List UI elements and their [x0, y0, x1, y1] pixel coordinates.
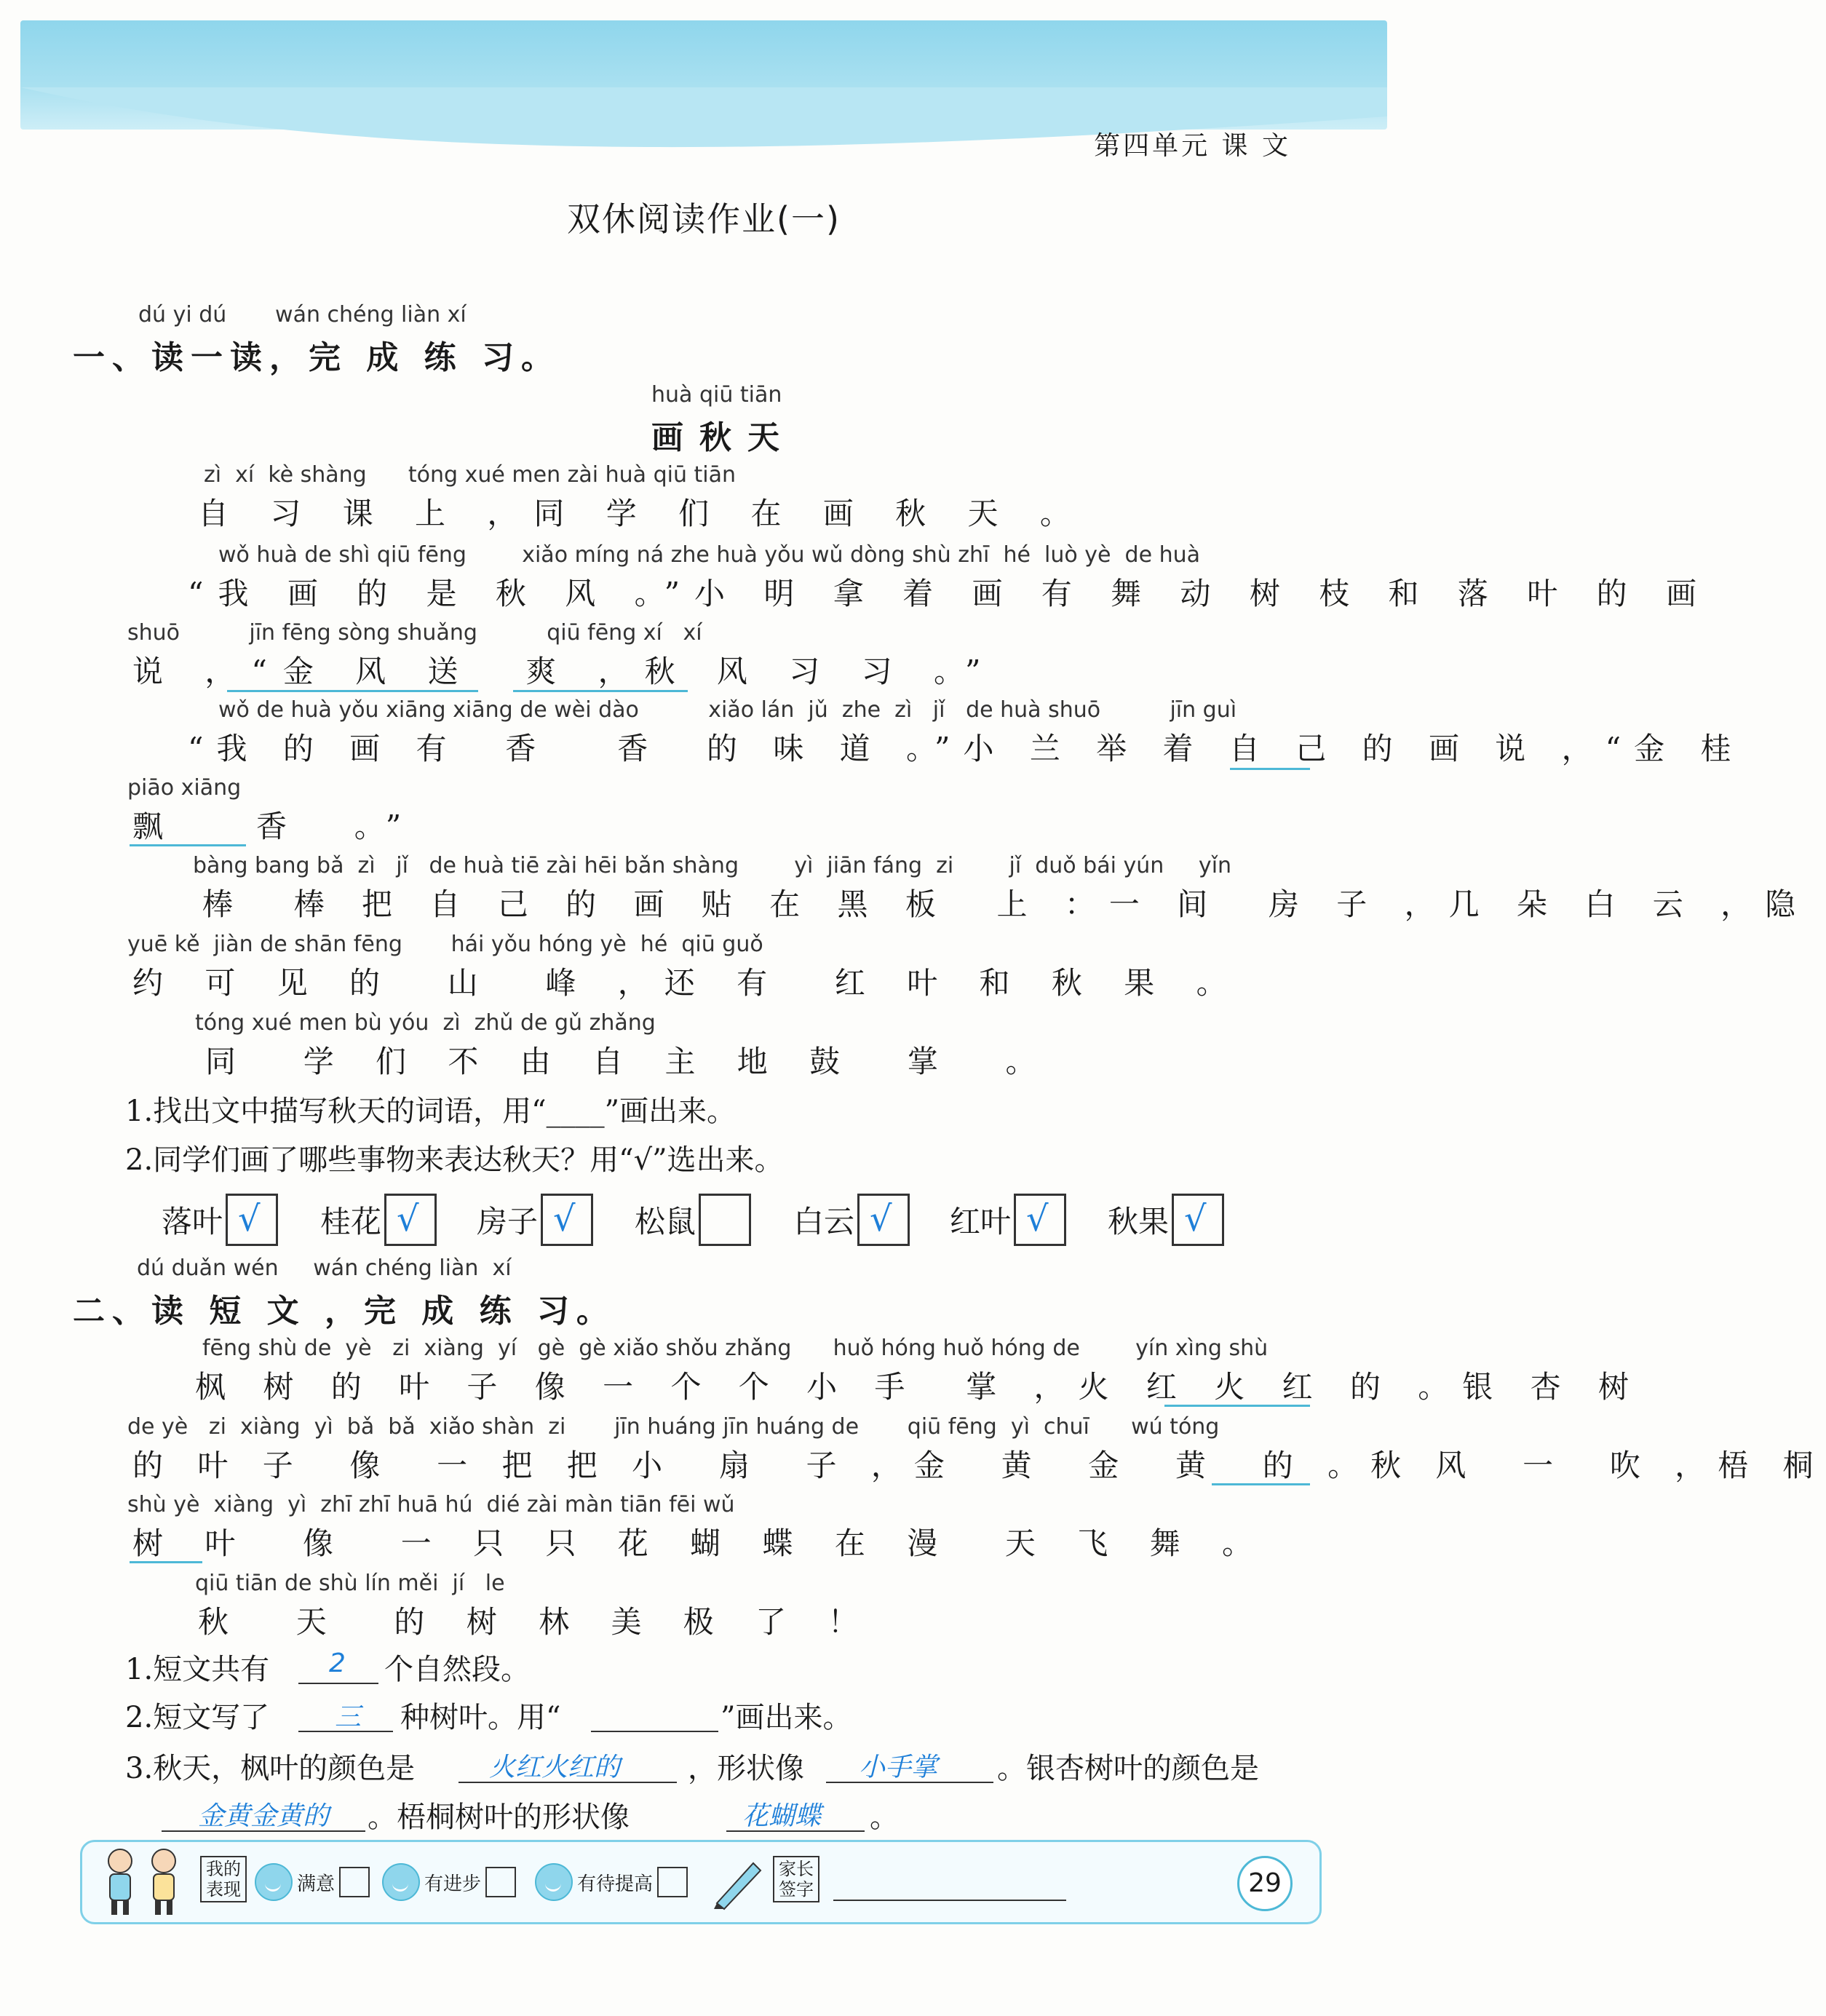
line-pinyin: zì xí kè shàng tóng xué men zài huà qiū tiān — [204, 462, 736, 488]
smile-face-icon — [382, 1863, 420, 1901]
line-text: 枫 树 的 叶 子 像 一 个 个 小 手 掌 ，火 红 火 红 的 。银 杏 树 — [195, 1369, 1643, 1405]
phrase-underline — [1164, 1405, 1310, 1407]
line-pinyin: wǒ de huà yǒu xiāng xiāng de wèi dào xiǎo lán jǔ zhe zì jǐ de huà shuō jīn guì — [218, 697, 1237, 723]
option-label: 松鼠 — [635, 1204, 696, 1239]
option-luoye[interactable] — [162, 1194, 278, 1246]
s2-question-3-mid2: 。梧桐树叶的形状像 — [368, 1801, 630, 1834]
section1-heading-pinyin: dú yi dú wán chéng liàn xí — [138, 302, 467, 328]
line-text: 自 习 课 上 ，同 学 们 在 画 秋 天 。 — [198, 496, 1087, 531]
answer-paragraph-count: 2 — [329, 1648, 346, 1678]
line-text: 的 叶 子 像 一 把 把 小 扇 子 ，金 黄 金 黄 的 。秋 风 一 吹 ，梧 桐 — [132, 1448, 1826, 1483]
option-baiyun[interactable] — [793, 1194, 910, 1246]
line-pinyin: bàng bang bǎ zì jǐ de huà tiē zài hēi bǎn shàng yì jiān fáng zi jǐ duǒ bái yún yǐn — [193, 853, 1232, 878]
option-label: 房子 — [477, 1204, 539, 1239]
s2-question-3-post: 。银杏树叶的颜色是 — [997, 1752, 1259, 1785]
option-guihua[interactable] — [320, 1194, 437, 1246]
checkbox[interactable] — [541, 1194, 593, 1246]
parent-signature-field[interactable] — [833, 1900, 1066, 1901]
line-pinyin: piāo xiāng — [127, 775, 242, 801]
checkbox[interactable] — [226, 1194, 278, 1246]
answer-tree-count: 三 — [335, 1702, 362, 1732]
s2-question-1-post: 个自然段。 — [384, 1653, 530, 1686]
underline-sample — [591, 1731, 718, 1732]
line-text: 约 可 见 的 山 峰 ，还 有 红 叶 和 秋 果 。 — [132, 965, 1243, 1001]
checkbox[interactable] — [1172, 1194, 1224, 1246]
answer-maple-color: 火红火红的 — [489, 1753, 621, 1782]
check-mark-icon: √ — [870, 1199, 892, 1239]
rating-label: 满意 — [297, 1873, 336, 1895]
section1-heading: 一、读一读，完 成 练 习。 — [73, 339, 560, 376]
checkbox[interactable] — [1014, 1194, 1066, 1246]
line-pinyin: qiū tiān de shù lín měi jí le — [195, 1571, 505, 1596]
option-label: 落叶 — [162, 1204, 223, 1239]
option-qiuguo[interactable] — [1108, 1194, 1224, 1246]
phrase-underline — [227, 690, 478, 692]
s2-question-3-mid: ，形状像 — [688, 1752, 804, 1785]
rating-label: 有进步 — [424, 1873, 482, 1895]
checkbox[interactable] — [699, 1194, 751, 1246]
option-songshu[interactable] — [635, 1194, 751, 1246]
line-text: 棒 棒 把 自 己 的 画 贴 在 黑 板 上 ：一 间 房 子 ，几 朵 白 云 ，隐 — [202, 886, 1810, 922]
line-text: 说 ，“金 风 送 爽 ，秋 风 习 习 。” — [132, 654, 997, 689]
line-pinyin: shuō jīn fēng sòng shuǎng qiū fēng xí xí — [127, 620, 702, 646]
pen-icon — [710, 1852, 768, 1910]
line-text: “我 的 画 有 香 香 的 味 道 。”小 兰 举 着 自 己 的 画 说 ，“金 桂 — [188, 731, 1744, 766]
phrase-underline — [1230, 768, 1310, 770]
phrase-underline — [130, 1561, 202, 1563]
child-illustration — [142, 1845, 186, 1918]
answer-wutong-shape: 花蝴蝶 — [742, 1801, 822, 1831]
rating-checkbox[interactable] — [339, 1867, 370, 1897]
check-mark-icon: √ — [397, 1199, 419, 1239]
option-label: 白云 — [793, 1204, 855, 1239]
line-pinyin: wǒ huà de shì qiū fēng xiǎo míng ná zhe huà yǒu wǔ dòng shù zhī hé luò yè de huà — [218, 542, 1200, 568]
s2-question-3-pre: 3.秋天，枫叶的颜色是 — [125, 1752, 416, 1785]
line-text: 树 叶 像 一 只 只 花 蝴 蝶 在 漫 天 飞 舞 。 — [132, 1525, 1269, 1561]
check-mark-icon: √ — [238, 1199, 261, 1239]
option-hongye[interactable] — [950, 1194, 1066, 1246]
line-pinyin: fēng shù de yè zi xiàng yí gè gè xiǎo shǒu zhǎng huǒ hóng huǒ hóng de yín xìng shù — [202, 1336, 1269, 1361]
phrase-underline — [513, 690, 688, 692]
poem-title: 画秋天 — [651, 419, 795, 456]
line-text: 秋 天 的 树 林 美 极 了 ！ — [198, 1604, 875, 1640]
section2-heading: 二、读 短 文 ，完 成 练 习。 — [73, 1293, 616, 1330]
s2-question-2-end: ”画出来。 — [721, 1701, 852, 1734]
checkbox[interactable] — [384, 1194, 437, 1246]
option-label: 红叶 — [950, 1204, 1012, 1239]
section2-heading-pinyin: dú duǎn wén wán chéng liàn xí — [137, 1255, 512, 1281]
unit-title: 第四单元 课 文 — [1094, 131, 1291, 161]
answer-blank[interactable] — [298, 1683, 378, 1684]
check-mark-icon: √ — [1184, 1199, 1207, 1239]
rating-label: 有待提高 — [577, 1873, 654, 1895]
rating-checkbox[interactable] — [657, 1867, 688, 1897]
s2-question-2-pre: 2.短文写了 — [125, 1701, 270, 1734]
line-text: “我 画 的 是 秋 风 。”小 明 拿 着 画 有 舞 动 树 枝 和 落 叶 的 画 — [188, 576, 1711, 611]
rating-progress[interactable] — [382, 1863, 516, 1901]
question-1: 1.找出文中描写秋天的词语，用“____”画出来。 — [125, 1095, 737, 1128]
poem-title-pinyin: huà qiū tiān — [651, 382, 782, 408]
s2-question-1-pre: 1.短文共有 — [125, 1653, 270, 1686]
rating-satisfied[interactable] — [255, 1863, 370, 1901]
phrase-underline — [1212, 1483, 1310, 1485]
line-pinyin: tóng xué men bù yóu zì zhǔ de gǔ zhǎng — [195, 1010, 656, 1036]
phrase-underline — [130, 844, 246, 846]
parent-signature-label: 家长签字 — [773, 1856, 819, 1902]
checkbox[interactable] — [857, 1194, 910, 1246]
rating-checkbox[interactable] — [485, 1867, 516, 1897]
page-number: 29 — [1237, 1856, 1293, 1911]
my-performance-label: 我的表现 — [200, 1856, 247, 1902]
line-pinyin: shù yè xiàng yì zhī zhī huā hú dié zài màn tiān fēi wǔ — [127, 1492, 735, 1517]
page-title: 双休阅读作业(一) — [567, 199, 841, 239]
option-fangzi[interactable] — [477, 1194, 593, 1246]
line-pinyin: de yè zi xiàng yì bǎ bǎ xiǎo shàn zi jīn huáng jīn huáng de qiū fēng yì chuī wú tóng — [127, 1414, 1220, 1440]
neutral-face-icon — [535, 1863, 573, 1901]
answer-maple-shape: 小手掌 — [859, 1753, 938, 1782]
question-2: 2.同学们画了哪些事物来表达秋天？用“√”选出来。 — [125, 1143, 784, 1177]
check-mark-icon: √ — [1026, 1199, 1049, 1239]
smiley-face-icon — [255, 1863, 293, 1901]
line-text: 同 学 们 不 由 自 主 地 鼓 掌 。 — [205, 1044, 1052, 1079]
answer-ginkgo-color: 金黄金黄的 — [198, 1801, 330, 1831]
check-mark-icon: √ — [553, 1199, 576, 1239]
child-illustration — [98, 1845, 142, 1918]
line-pinyin: yuē kě jiàn de shān fēng hái yǒu hóng yè hé qiū guǒ — [127, 932, 763, 957]
s2-question-2-post: 种树叶。用“ — [400, 1701, 561, 1734]
rating-improve[interactable] — [535, 1863, 688, 1901]
s2-question-3-end: 。 — [870, 1801, 899, 1834]
option-label: 桂花 — [320, 1204, 382, 1239]
line-text: 飘 香 。” — [132, 809, 418, 844]
option-label: 秋果 — [1108, 1204, 1170, 1239]
